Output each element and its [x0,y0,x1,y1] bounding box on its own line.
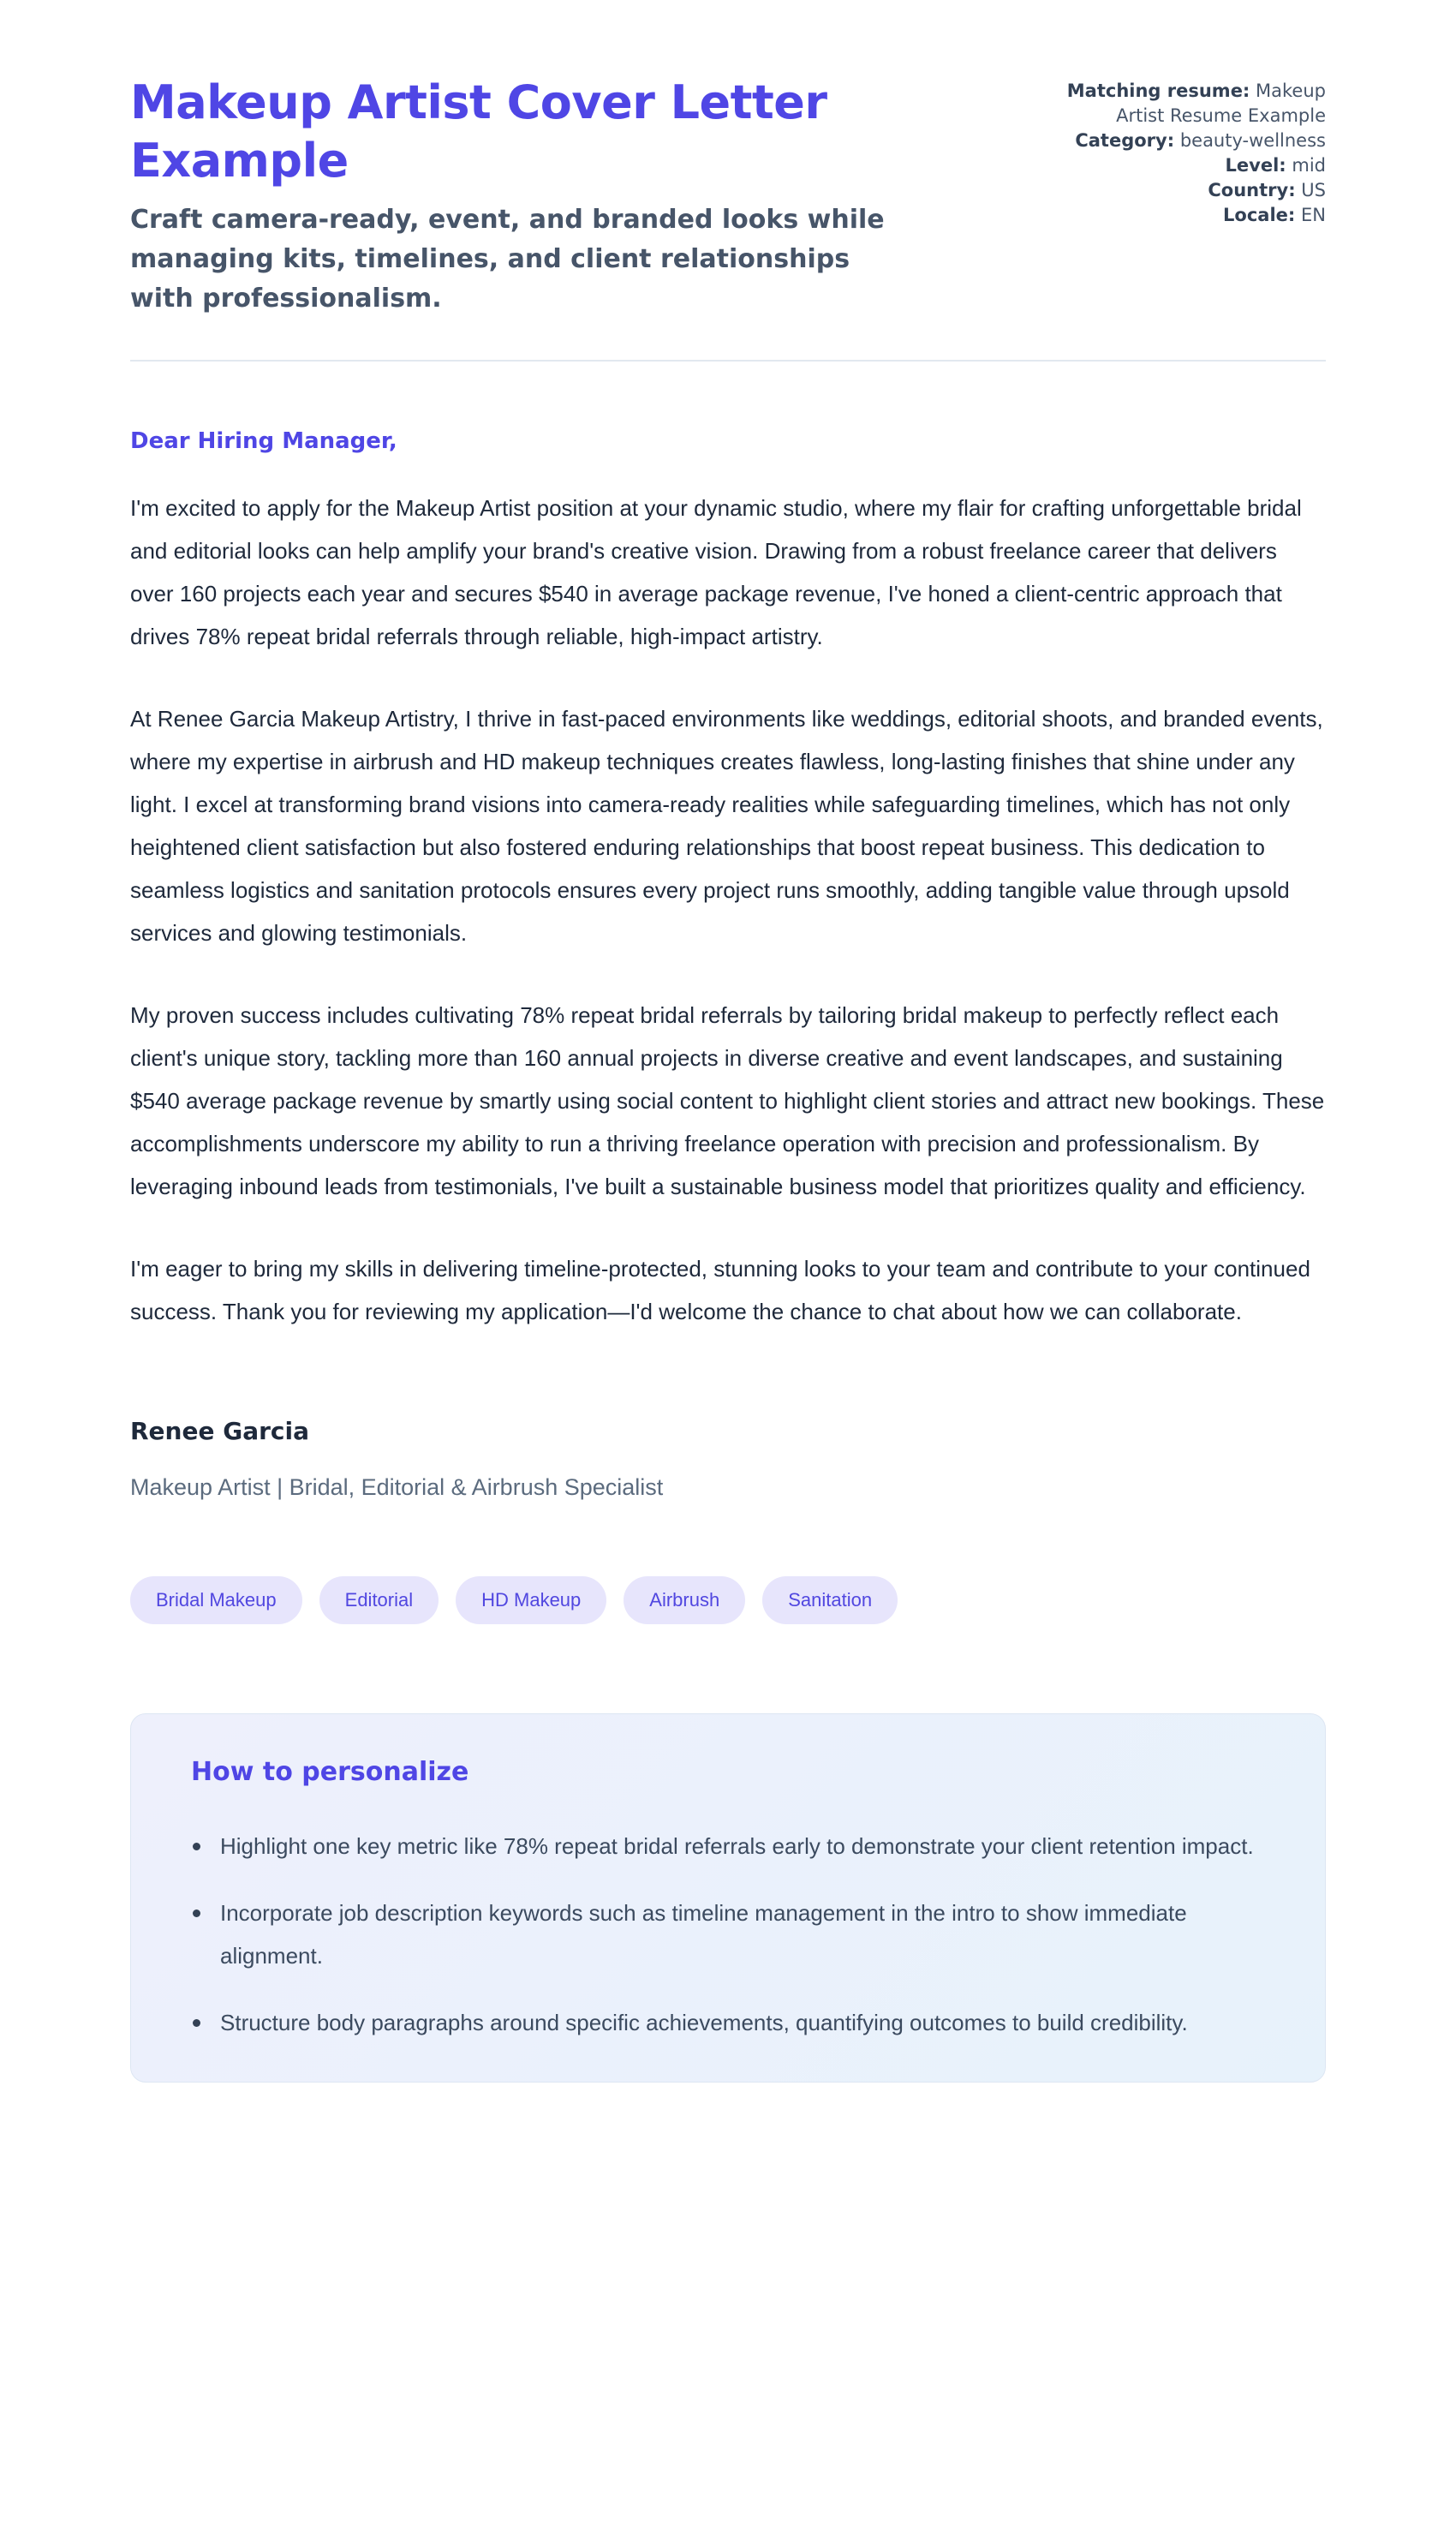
letter-paragraph-4: I'm eager to bring my skills in delivering timeline-protected, stunning looks to your team and contribute to your continued success. Thank you for reviewing my application—I'd welcome the chance to chat about how we can collaborate. [130,1256,1310,1324]
tag-airbrush[interactable]: Airbrush [624,1576,745,1624]
tag-hd-makeup[interactable]: HD Makeup [456,1576,606,1624]
signature-block [130,1417,1326,1501]
meta-matching-resume-value: Makeup Artist Resume Example [1116,81,1326,126]
tips-list [176,1825,1280,2044]
page-subtitle: Craft camera-ready, event, and branded looks while managing kits, timelines, and client relationships with professionalism. [130,205,885,314]
meta-level-value: mid [1292,155,1326,176]
meta-locale-label: Locale: [1223,205,1296,225]
meta-matching-resume-label: Matching resume: [1066,81,1250,101]
tip-item: Incorporate job description keywords such as timeline management in the intro to show immediate alignment. [176,1892,1280,1977]
meta-country-label: Country: [1208,180,1296,200]
tip-item: Highlight one key metric like 78% repeat bridal referrals early to demonstrate your client retention impact. [176,1825,1280,1868]
skill-tags [130,1576,1326,1624]
meta-level-label: Level: [1225,155,1286,176]
meta-category-label: Category: [1075,130,1175,151]
tag-sanitation[interactable]: Sanitation [762,1576,898,1624]
meta-panel [1059,74,1326,228]
letter-paragraph-1: I'm excited to apply for the Makeup Artist position at your dynamic studio, where my flair for crafting unforgettable bridal and editorial looks can help amplify your brand's creative vision. Drawing from a robust freelance career that delivers over 160 projects each year and secures $540 in average package revenue, I've honed a client-centric approach that drives 78% repeat bridal referrals through reliable, high-impact artistry. [130,495,1302,649]
letter-greeting: Dear Hiring Manager, [130,428,397,454]
header-left [130,74,978,319]
meta-category-value: beauty-wellness [1179,130,1326,151]
signature-role: Makeup Artist | Bridal, Editorial & Airbrush Specialist [130,1474,664,1500]
meta-country-value: US [1301,180,1326,200]
tag-editorial[interactable]: Editorial [319,1576,439,1624]
tip-item: Structure body paragraphs around specific achievements, quantifying outcomes to build credibility. [176,2001,1280,2044]
letter-paragraph-3: My proven success includes cultivating 78% repeat bridal referrals by tailoring bridal makeup to perfectly reflect each client's unique story, tackling more than 160 annual projects in diverse creative and event landscapes, and sustaining $540 average package revenue by smartly using social content to highlight client stories and attract new bookings. These accomplishments underscore my ability to run a thriving freelance operation with precision and professionalism. By leveraging inbound leads from testimonials, I've built a sustainable business model that prioritizes quality and efficiency. [130,1002,1325,1199]
tag-bridal-makeup[interactable]: Bridal Makeup [130,1576,302,1624]
header-divider [130,360,1326,362]
page-title: Makeup Artist Cover Letter Example [130,75,827,188]
page-container [130,0,1326,2160]
letter-paragraph-2: At Renee Garcia Makeup Artistry, I thrive in fast-paced environments like weddings, editorial shoots, and branded events, where my expertise in airbrush and HD makeup techniques creates flawless, long-lasting finishes that shine under any light. I excel at transforming brand visions into camera-ready realities while safeguarding timelines, which has not only heightened client satisfaction but also fostered enduring relationships that boost repeat business. This dedication to seamless logistics and sanitation protocols ensures every project runs smoothly, adding tangible value through upsold services and glowing testimonials. [130,706,1323,946]
cover-letter-body [130,428,1326,1501]
meta-locale-value: EN [1301,205,1326,225]
header [130,74,1326,319]
how-to-personalize-box [130,1713,1326,2083]
signature-name: Renee Garcia [130,1417,309,1445]
tips-title: How to personalize [191,1757,469,1787]
